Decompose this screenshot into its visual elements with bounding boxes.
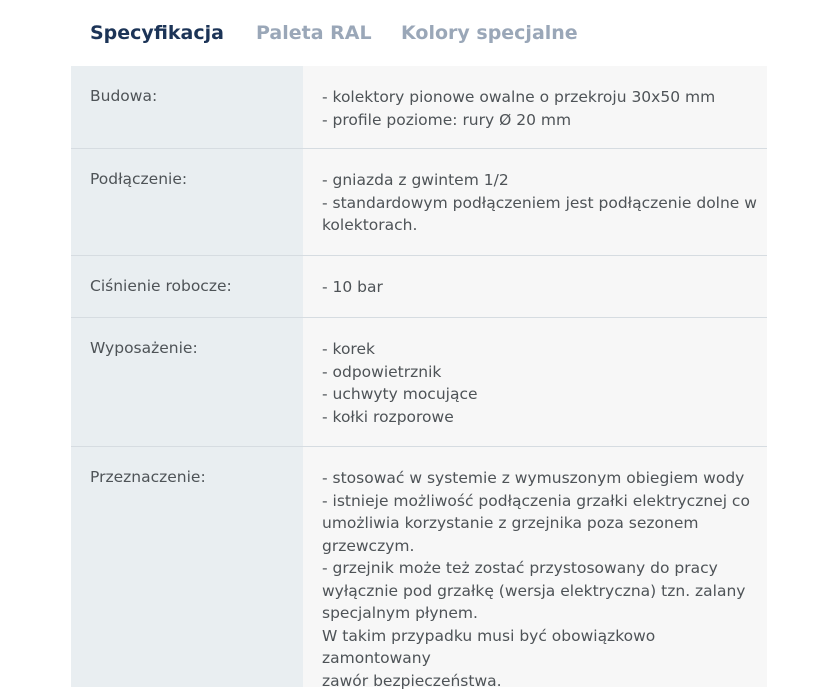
- spec-value: [303, 447, 767, 687]
- spec-value-line: - kołki rozporowe: [322, 406, 767, 429]
- specification-table: [71, 66, 767, 687]
- spec-value-line: - 10 bar: [322, 276, 767, 299]
- spec-value-line: - gniazda z gwintem 1/2: [322, 169, 767, 192]
- tab-kolory-specjalne[interactable]: Kolory specjalne: [401, 22, 578, 44]
- tab-paleta-ral[interactable]: Paleta RAL: [256, 22, 372, 44]
- spec-row-podlaczenie: [71, 149, 767, 256]
- spec-value-line: - odpowietrznik: [322, 361, 767, 384]
- spec-value-line: - grzejnik może też zostać przystosowany do pracy: [322, 557, 767, 580]
- spec-value-line: - kolektory pionowe owalne o przekroju 30x50 mm: [322, 86, 767, 109]
- spec-value-line: wyłącznie pod grzałkę (wersja elektryczna) tzn. zalany: [322, 580, 767, 603]
- spec-label: Przeznaczenie:: [71, 447, 303, 687]
- spec-row-budowa: [71, 66, 767, 149]
- spec-value: [303, 318, 767, 446]
- spec-value-line: - profile poziome: rury Ø 20 mm: [322, 109, 767, 132]
- spec-label: Budowa:: [71, 66, 303, 148]
- spec-value-line: - uchwyty mocujące: [322, 383, 767, 406]
- spec-value-line: zawór bezpieczeństwa.: [322, 670, 767, 692]
- spec-value-line: - stosować w systemie z wymuszonym obiegiem wody: [322, 467, 767, 490]
- spec-label: Podłączenie:: [71, 149, 303, 255]
- spec-value-line: grzewczym.: [322, 535, 767, 558]
- tab-specyfikacja[interactable]: Specyfikacja: [90, 22, 224, 44]
- spec-value-line: specjalnym płynem.: [322, 602, 767, 625]
- spec-label: Ciśnienie robocze:: [71, 256, 303, 317]
- spec-value-line: - korek: [322, 338, 767, 361]
- spec-value: [303, 66, 767, 148]
- spec-value-line: - standardowym podłączeniem jest podłączenie dolne w: [322, 192, 767, 215]
- spec-value-line: umożliwia korzystanie z grzejnika poza sezonem: [322, 512, 767, 535]
- spec-value-line: - istnieje możliwość podłączenia grzałki elektrycznej co: [322, 490, 767, 513]
- spec-label: Wyposażenie:: [71, 318, 303, 446]
- spec-row-wyposazenie: [71, 318, 767, 447]
- spec-value: [303, 256, 767, 317]
- spec-value-line: W takim przypadku musi być obowiązkowo zamontowany: [322, 625, 767, 670]
- spec-value-line: kolektorach.: [322, 214, 767, 237]
- spec-value: [303, 149, 767, 255]
- spec-row-przeznaczenie: [71, 447, 767, 687]
- spec-row-cisnienie: [71, 256, 767, 318]
